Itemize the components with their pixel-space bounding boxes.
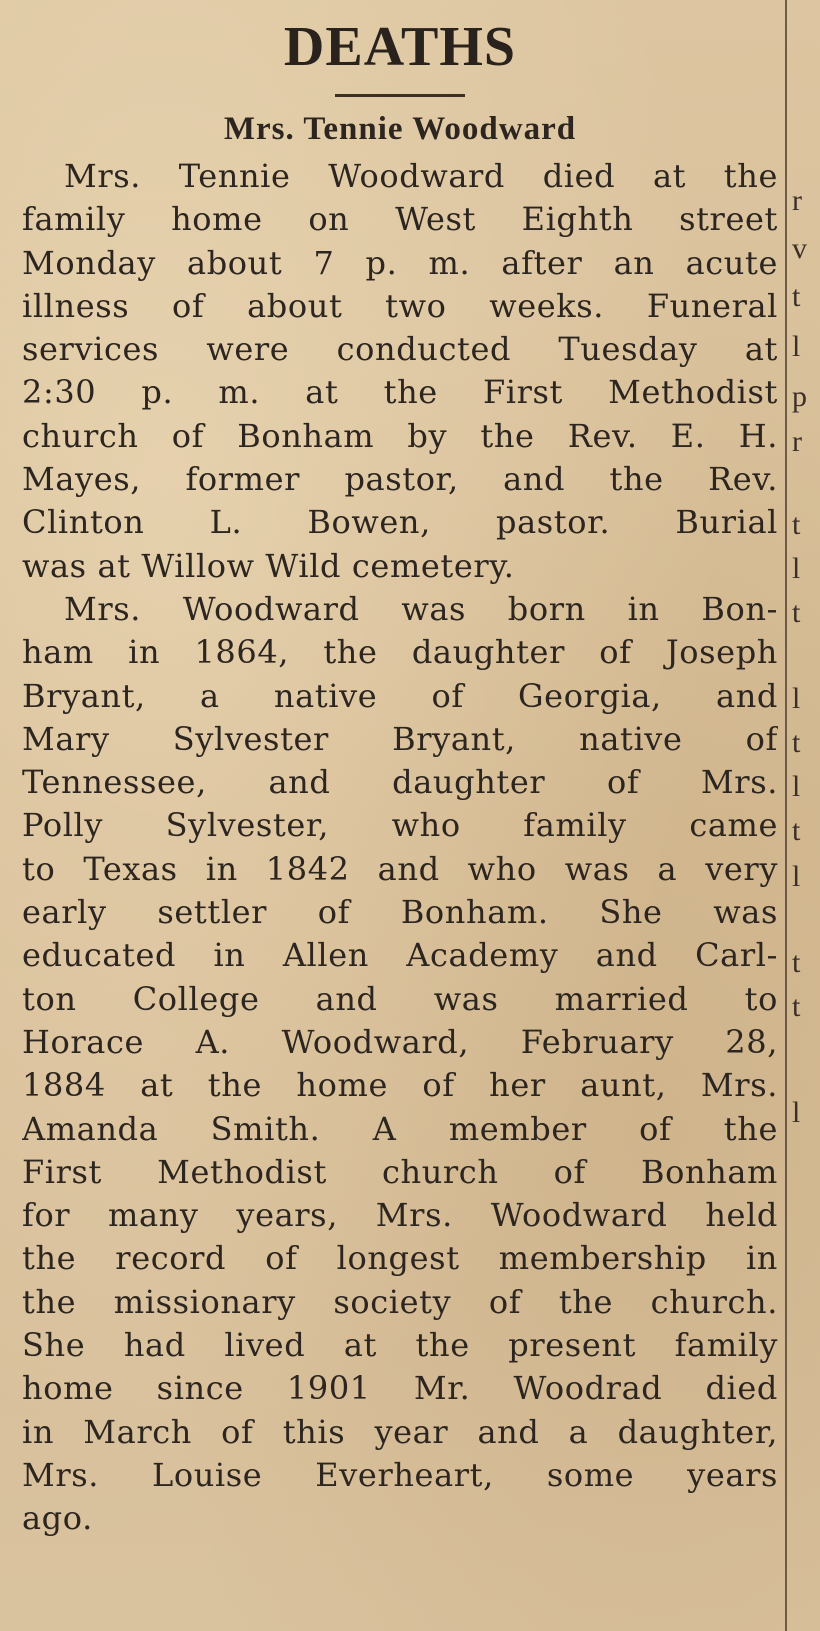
- text-line: educated in Allen Academy and Carl-: [22, 936, 778, 975]
- text-line: Mary Sylvester Bryant, native of: [22, 719, 778, 758]
- column-divider-rule: [785, 0, 787, 1631]
- text-line: Bryant, a native of Georgia, and: [22, 676, 778, 715]
- text-line: early settler of Bonham. She was: [22, 893, 778, 932]
- text-line: services were conducted Tuesday at: [22, 330, 778, 369]
- text-line: ton College and was married to: [22, 979, 778, 1018]
- text-line: Monday about 7 p. m. after an acute: [22, 243, 778, 282]
- text-line: Horace A. Woodward, February 28,: [22, 1022, 778, 1061]
- section-headline: DEATHS: [283, 16, 517, 78]
- text-line: Mrs. Louise Everheart, some years: [22, 1455, 778, 1494]
- text-line: in March of this year and a daughter,: [22, 1412, 778, 1451]
- text-line: family home on West Eighth street: [22, 200, 778, 239]
- fragment-letter: t: [792, 814, 801, 847]
- fragment-letter: l: [792, 330, 801, 363]
- paragraph-2: [22, 588, 778, 1541]
- obituary-column: [22, 14, 778, 1624]
- fragment-letter: r: [792, 425, 802, 458]
- text-line: Clinton L. Bowen, pastor. Burial: [22, 503, 778, 542]
- fragment-letter: l: [792, 552, 801, 585]
- fragment-letter: r: [792, 184, 802, 217]
- fragment-letter: v: [792, 232, 807, 265]
- text-line: Mrs. Tennie Woodward died at the: [64, 157, 778, 195]
- text-line: illness of about two weeks. Funeral: [22, 286, 778, 325]
- text-line: Tennessee, and daughter of Mrs.: [22, 763, 778, 802]
- text-line: She had lived at the present family: [22, 1326, 778, 1365]
- paragraph-1: [22, 155, 778, 588]
- fragment-letter: l: [792, 682, 801, 715]
- fragment-letter: l: [792, 1096, 801, 1129]
- text-line: to Texas in 1842 and who was a very: [22, 849, 778, 888]
- fragment-letter: t: [792, 280, 801, 313]
- adjacent-column-fragments: [792, 0, 820, 1631]
- text-line: Mrs. Woodward was born in Bon-: [64, 589, 778, 628]
- fragment-letter: t: [792, 596, 801, 629]
- fragment-letter: t: [792, 508, 801, 541]
- text-line: the missionary society of the church.: [22, 1282, 778, 1321]
- text-line: ham in 1864, the daughter of Joseph: [22, 633, 778, 672]
- fragment-letter: t: [792, 726, 801, 759]
- text-line: 2:30 p. m. at the First Methodist: [22, 373, 778, 412]
- headline-rule: [335, 94, 465, 97]
- text-line: Amanda Smith. A member of the: [22, 1109, 778, 1148]
- fragment-letter: t: [792, 990, 801, 1023]
- text-line: ago.: [22, 1499, 93, 1538]
- obituary-subhead: Mrs. Tennie Woodward: [223, 111, 577, 147]
- fragment-letter: p: [792, 380, 807, 413]
- text-line: Mayes, former pastor, and the Rev.: [22, 460, 778, 499]
- text-line: was at Willow Wild cemetery.: [22, 546, 515, 585]
- text-line: home since 1901 Mr. Woodrad died: [22, 1369, 778, 1408]
- fragment-letter: l: [792, 860, 801, 893]
- text-line: church of Bonham by the Rev. E. H.: [22, 416, 778, 455]
- text-line: First Methodist church of Bonham: [22, 1152, 778, 1191]
- text-line: 1884 at the home of her aunt, Mrs.: [22, 1066, 778, 1105]
- text-line: Polly Sylvester, who family came: [22, 806, 778, 845]
- text-line: for many years, Mrs. Woodward held: [22, 1196, 778, 1235]
- fragment-letter: t: [792, 946, 801, 979]
- fragment-letter: l: [792, 770, 801, 803]
- text-line: the record of longest membership in: [22, 1239, 778, 1278]
